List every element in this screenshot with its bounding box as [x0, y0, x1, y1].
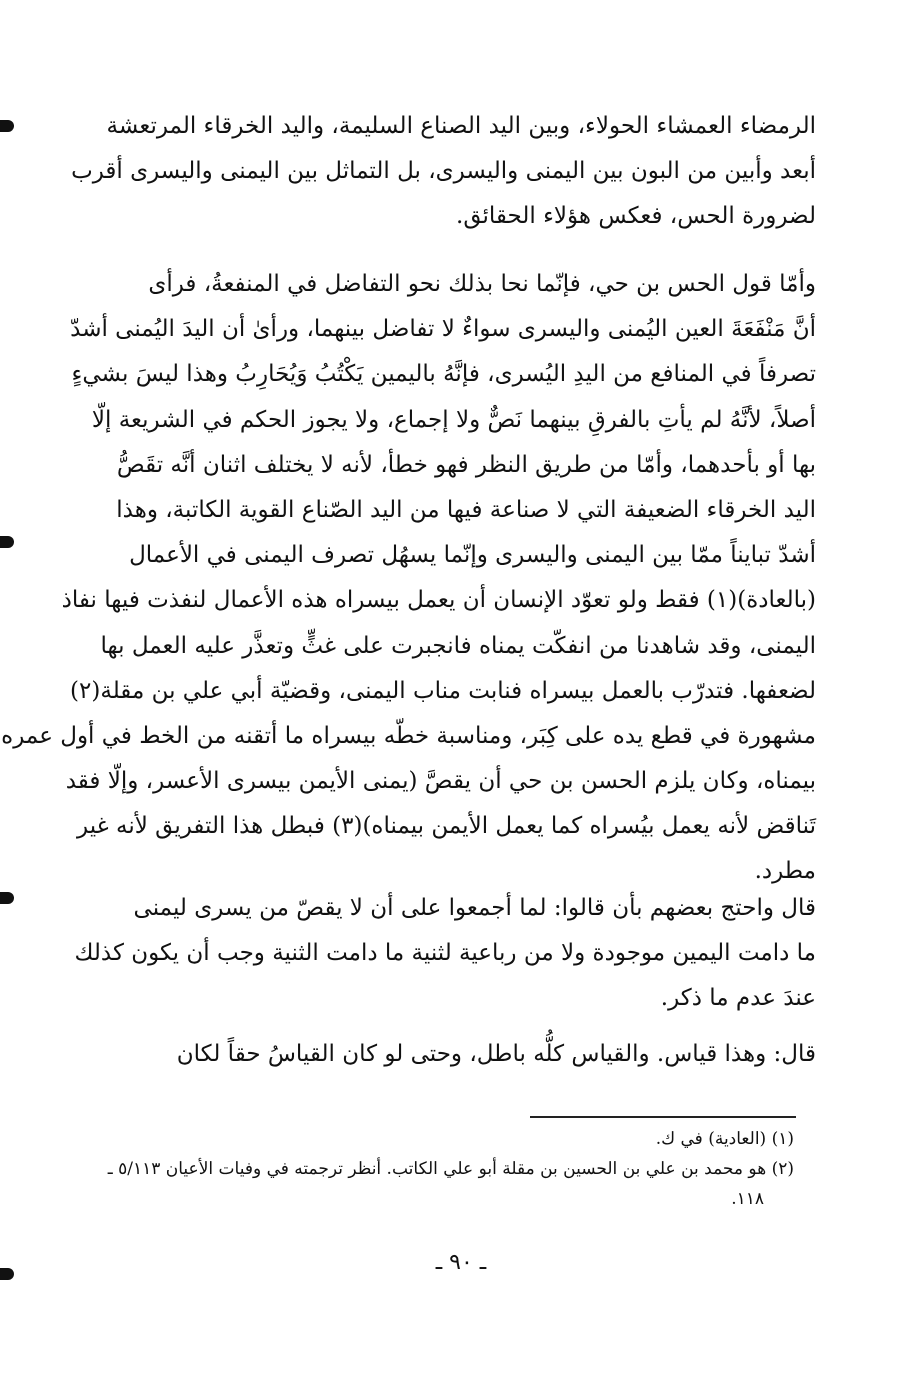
text-line: تصرفاً في المنافع من اليدِ اليُسرى، فإنَّهُ باليمين يَكْتُبُ وَيُحَارِبُ وهذا ليسَ بشيءٍ	[71, 361, 816, 388]
text-line: لضرورة الحس، فعكس هؤلاء الحقائق.	[456, 203, 816, 230]
text-line: عندَ عدم ما ذكر.	[660, 985, 816, 1012]
footnote-2	[104, 1154, 794, 1184]
paragraph-1	[71, 104, 816, 240]
footnote-continuation: ١١٨.	[731, 1189, 764, 1209]
text-line: اليمنى، وقد شاهدنا من انفكّت يمناه فانجبرت على غثٍّ وتعذَّر عليه العمل بها	[100, 632, 816, 659]
text-line: تَناقض لأنه يعمل بيُسراه كما يعمل الأيمن بيمناه)(٣) فبطل هذا التفريق لأنه غير	[77, 813, 816, 840]
text-line: ما دامت اليمين موجودة ولا من رباعية لثنية ما دامت الثنية وجب أن يكون كذلك	[74, 940, 816, 967]
footnotes	[104, 1124, 794, 1214]
text-line: أشدّ تبايناً ممّا بين اليمنى واليسرى وإنّما يسهُل تصرف اليمنى في الأعمال	[129, 542, 816, 569]
text-line: بها أو بأحدهما، وأمّا من طريق النظر فهو خطأ، لأنه لا يختلف اثنان أنَّه تقَصُّ	[116, 451, 816, 478]
footnote-1	[104, 1124, 794, 1154]
paragraph-2	[1, 262, 816, 895]
page-number: ـ ٩٠ ـ	[435, 1250, 487, 1275]
footnote-text: (العادية) في ك.	[655, 1129, 767, 1149]
text-line: لضعفها. فتدرّب بالعمل بيسراه فنابت مناب اليمنى، وقضيّة أبي علي بن مقلة(٢)	[70, 677, 816, 704]
footnote-marker: (١)	[771, 1129, 794, 1149]
text-line: أنَّ مَنْفَعَةَ العين اليُمنى واليسرى سواءٌ لا تفاضل بينهما، ورأىٰ أن اليدَ اليُمنى أشدّ	[70, 316, 816, 343]
text-line: (بالعادة)(١) فقط ولو تعوّد الإنسان أن يعمل بيسراه هذه الأعمال لنفذت فيها نفاذ	[61, 587, 816, 614]
text-line: قال واحتج بعضهم بأن قالوا: لما أجمعوا على أن لا يقصّ من يسرى ليمنى	[133, 895, 816, 921]
text-line: بيمناه، وكان يلزم الحسن بن حي أن يقصَّ (يمنى الأيمن بيسرى الأعسر، وإلّا فقد	[65, 768, 816, 795]
binding-mark	[0, 536, 14, 548]
paragraph-4	[104, 1032, 816, 1077]
text-line: أصلاً، لأنَّهُ لم يأتِ بالفرقِ بينهما نَصٌّ ولا إجماع، ولا يجوز الحكم في الشريعة إلّا	[91, 406, 816, 433]
text-line: قال: وهذا قياس. والقياس كلُّه باطل، وحتى لو كان القياسُ حقاً لكان	[176, 1041, 816, 1067]
text-line: اليد الخرقاء الضعيفة التي لا صناعة فيها من اليد الصّناع القوية الكاتبة، وهذا	[116, 496, 816, 523]
text-line: الرمضاء العمشاء الحولاء، وبين اليد الصناع السليمة، واليد الخرقاء المرتعشة	[106, 113, 816, 139]
binding-mark	[0, 892, 14, 904]
text-line: مطرد.	[754, 858, 816, 885]
text-line: أبعد وأبين من البون بين اليمنى واليسرى، بل التماثل بين اليمنى واليسرى أقرب	[71, 158, 816, 185]
binding-mark	[0, 120, 14, 132]
paragraph-3	[74, 886, 816, 1022]
footnote-text: هو محمد بن علي بن الحسين بن مقلة أبو علي الكاتب. أنظر ترجمته في وفيات الأعيان ٥/١١٣ ـ	[107, 1159, 767, 1179]
text-line: وأمّا قول الحس بن حي، فإنّما نحا بذلك نحو التفاضل في المنفعةُ، فرأى	[148, 271, 816, 297]
footnote-marker: (٢)	[771, 1159, 794, 1179]
text-line: مشهورة في قطع يده على كِبَر، ومناسبة خطّه بيسراه ما أتقنه من الخط في أول عمره	[1, 722, 816, 749]
footnote-separator	[530, 1116, 796, 1118]
